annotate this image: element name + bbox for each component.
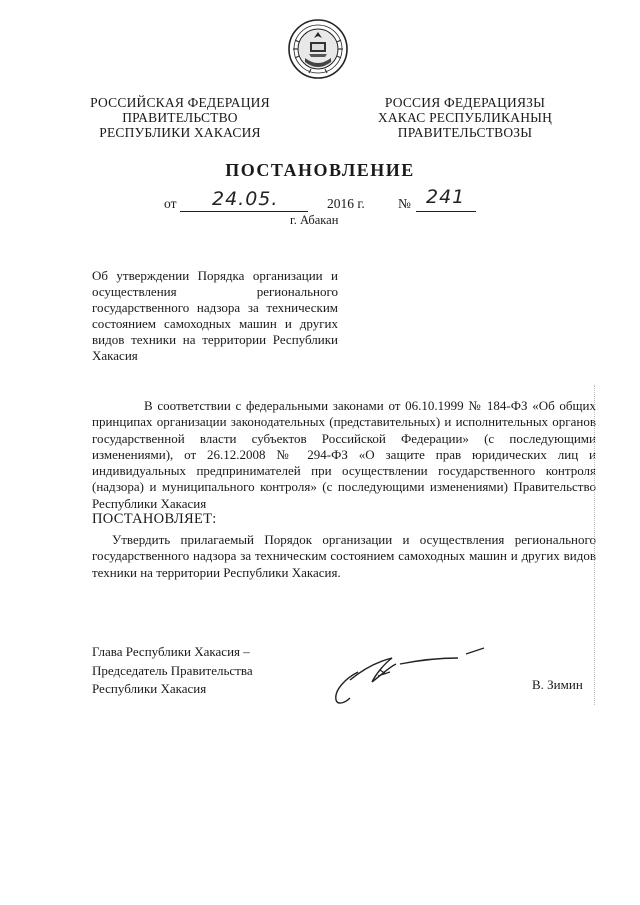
coat-of-arms-icon xyxy=(287,18,349,80)
scan-edge-divider xyxy=(594,385,597,705)
header-left xyxy=(70,95,290,140)
document-title: ПОСТАНОВЛЕНИЕ xyxy=(225,160,415,180)
decree-word: ПОСТАНОВЛЯЕТ: xyxy=(92,511,217,527)
handwritten-signature-icon xyxy=(320,640,490,710)
city-label: г. Абакан xyxy=(290,213,339,227)
signatory-title-line: Республики Хакасия xyxy=(92,681,207,696)
document-subject: Об утверждении Порядка организации и осуществления регионального государственного надзора за техническим состоянием самоходных машин и других видов техники на территории Республики Хакасия xyxy=(92,268,338,363)
header-left-line: РЕСПУБЛИКИ ХАКАСИЯ xyxy=(99,125,261,140)
number-label: № xyxy=(398,196,411,211)
year-label: 2016 г. xyxy=(327,196,365,211)
header-right-line: ХАКАС РЕСПУБЛИКАНЫҢ xyxy=(377,110,553,125)
signatory-title xyxy=(92,643,292,699)
signer-name: В. Зимин xyxy=(532,677,583,692)
signatory-title-line: Глава Республики Хакасия – xyxy=(92,644,250,659)
number-underline xyxy=(416,211,476,212)
header-right xyxy=(360,95,570,140)
date-underline xyxy=(180,211,308,212)
header-right-line: РОССИЯ ФЕДЕРАЦИЯЗЫ xyxy=(384,95,546,110)
signatory-title-line: Председатель Правительства xyxy=(92,662,253,678)
preamble-paragraph: В соответствии с федеральными законами от 06.10.1999 № 184-ФЗ «Об общих принципах организации законодательных (представительных) и исполнительных органов государственной власти субъектов Российской Федерации» (с последующими изменениями), от 26.12.2008 № 294-ФЗ «О защите прав юридических лиц и индивидуальных предпринимателей при осуществлении государственного контроля (надзора) и муниципального контроля» (с последующими изменениями) Правительство Республики Хакасия xyxy=(92,398,596,511)
header-right-line: ПРАВИТЕЛЬСТВОЗЫ xyxy=(397,125,533,140)
approve-paragraph: Утвердить прилагаемый Порядок организации и осуществления регионального государственного надзора за техническим состоянием самоходных машин и других видов техники на территории Республики Хакасия. xyxy=(92,532,596,580)
header-left-line: ПРАВИТЕЛЬСТВО xyxy=(122,110,238,125)
number-handwritten: 241 xyxy=(426,186,466,208)
date-prefix: от xyxy=(164,196,177,211)
header-left-line: РОССИЙСКАЯ ФЕДЕРАЦИЯ xyxy=(90,95,270,110)
date-handwritten: 24.05. xyxy=(212,188,279,210)
